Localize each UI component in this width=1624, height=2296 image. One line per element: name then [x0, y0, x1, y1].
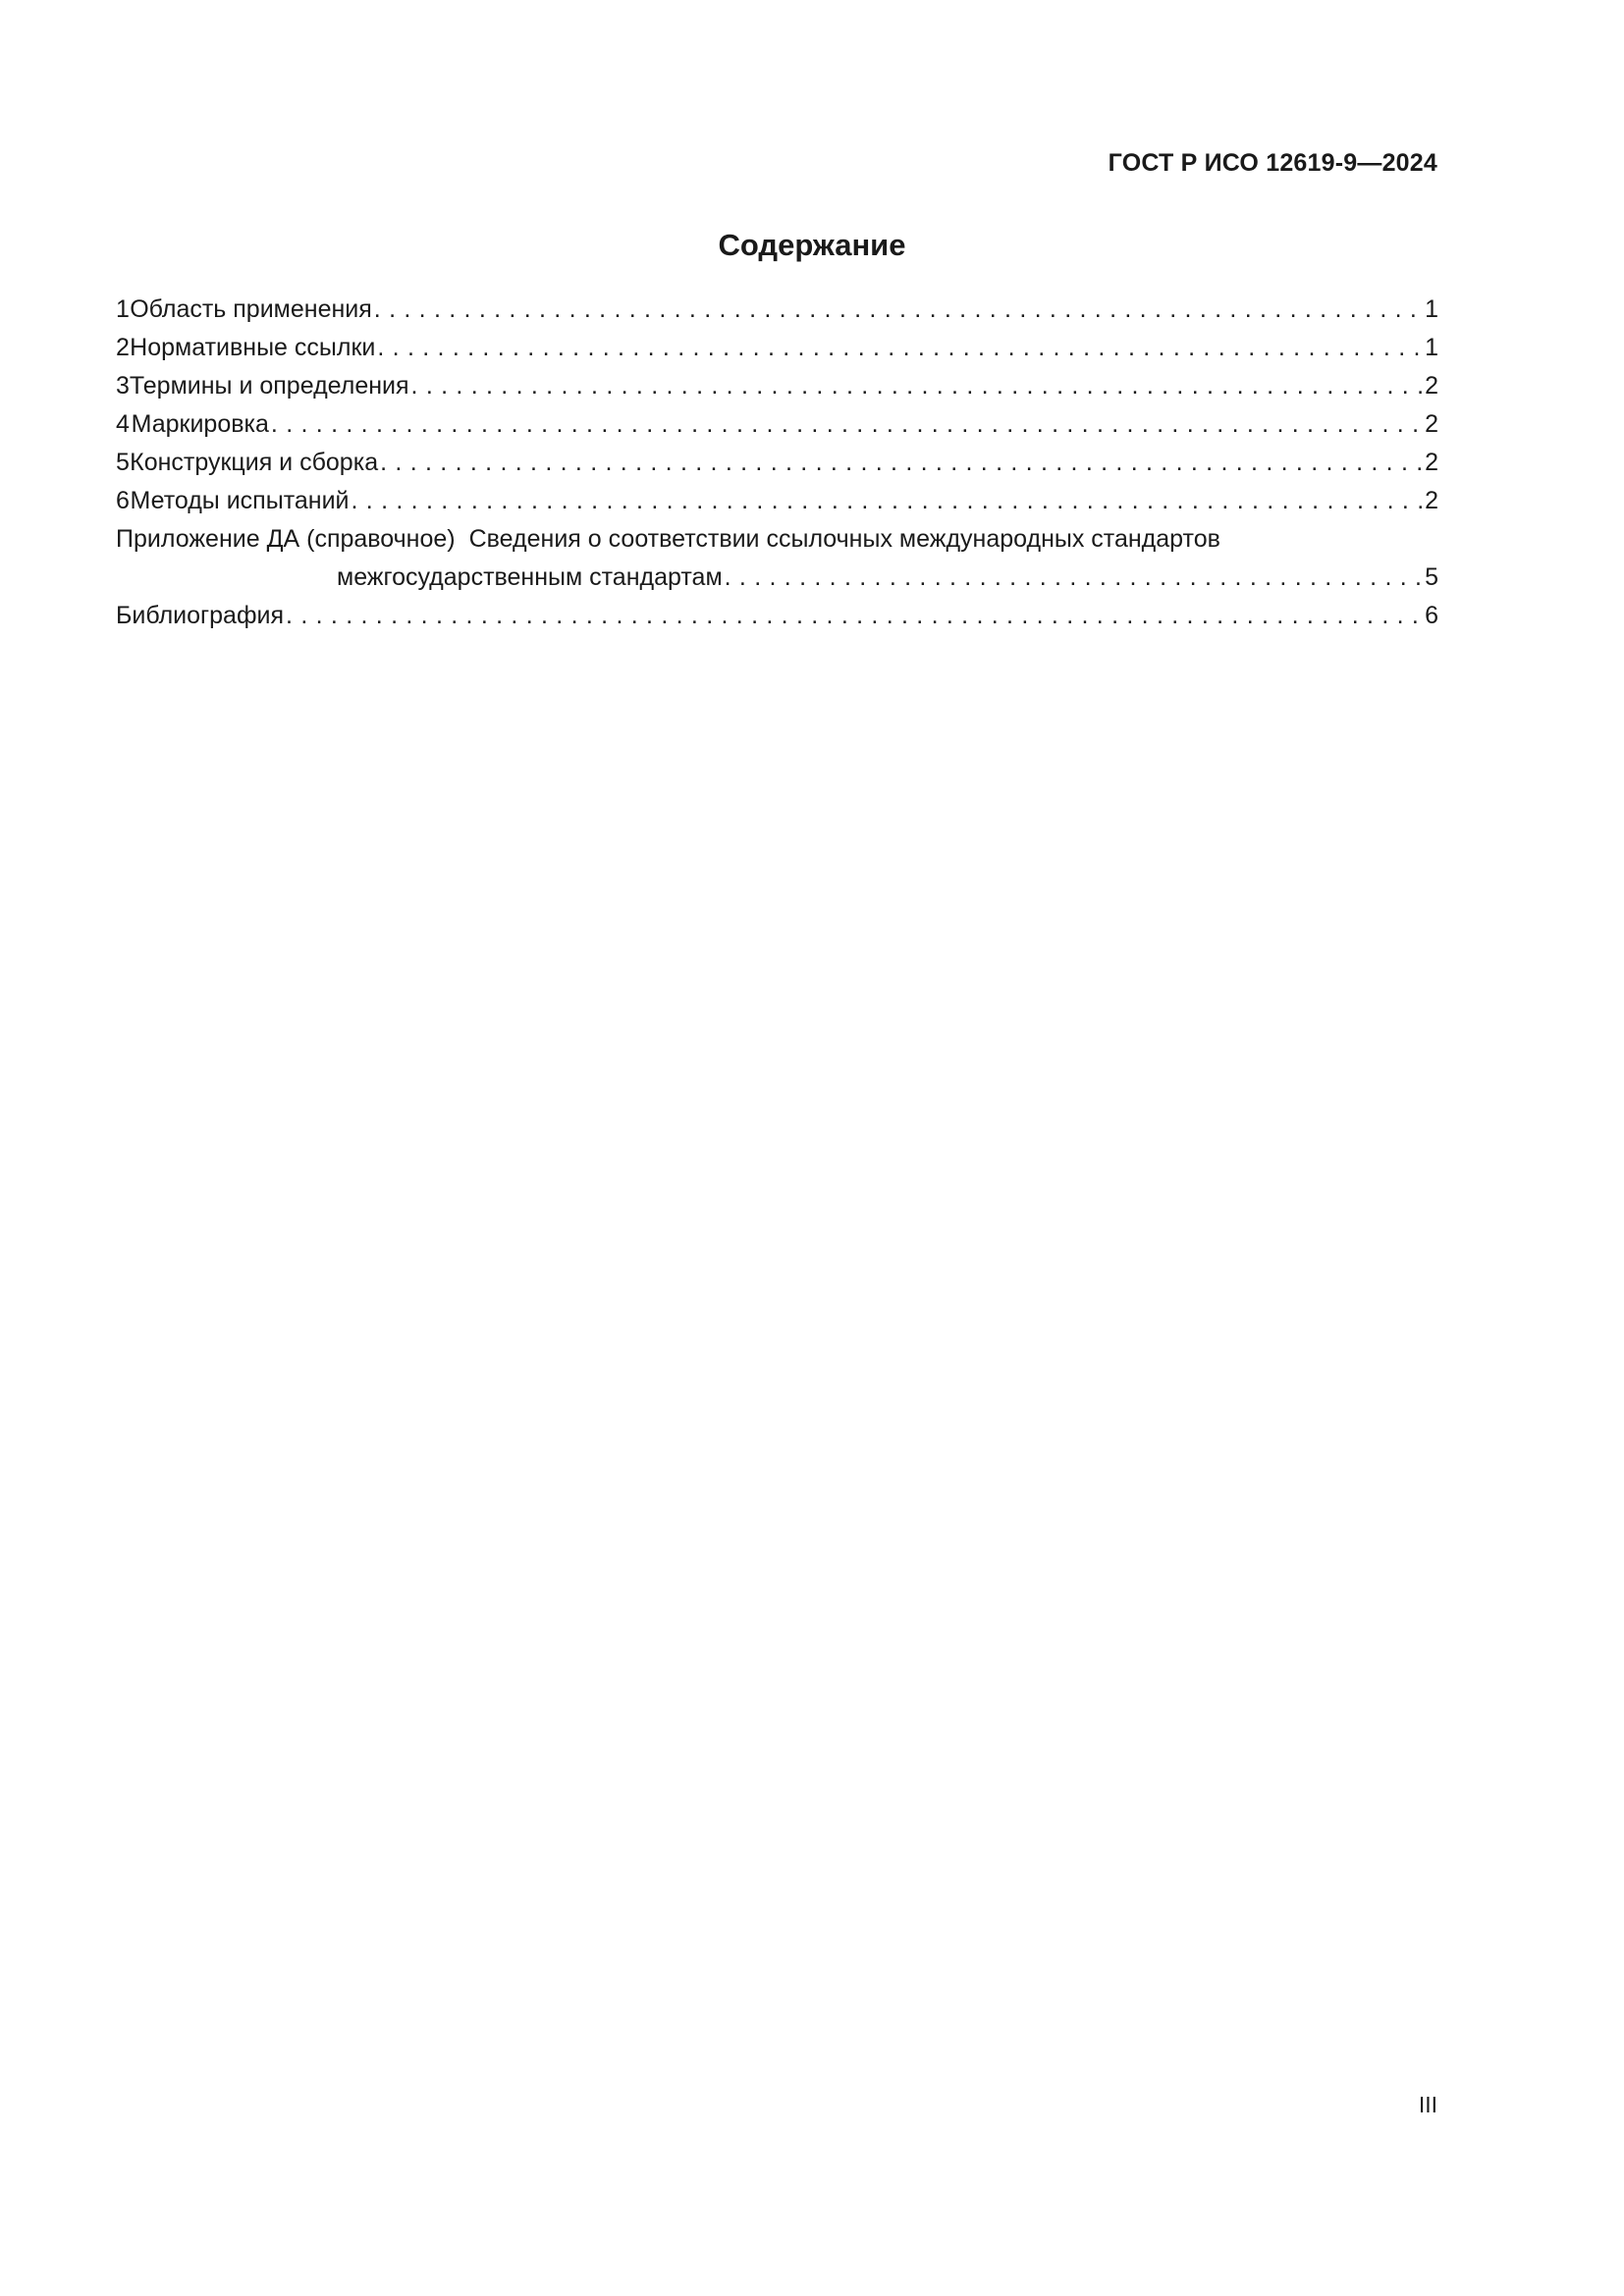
toc-entry-number: 3 [116, 372, 130, 400]
toc-entry-number: 1 [116, 295, 130, 323]
table-of-contents [116, 291, 1438, 635]
toc-leader-dots [286, 597, 1423, 635]
toc-entry-page: 1 [1425, 295, 1438, 323]
toc-leader-dots [411, 367, 1424, 405]
toc-entry-page: 2 [1425, 372, 1438, 400]
page-number: III [1418, 2092, 1437, 2117]
toc-entry-bibliography[interactable] [116, 597, 1438, 635]
toc-entry-label: Нормативные ссылки [130, 334, 376, 361]
toc-entry-label: Область применения [130, 295, 372, 323]
appendix-title-line2: межгосударственным стандартам [337, 563, 723, 591]
toc-leader-dots [380, 444, 1423, 482]
document-code: ГОСТ Р ИСО 12619-9—2024 [1108, 149, 1437, 177]
toc-leader-dots [377, 329, 1423, 367]
appendix-prefix: Приложение ДА (справочное) [116, 525, 456, 553]
toc-entry-label: Библиография [116, 602, 285, 629]
toc-entry-number: 6 [116, 487, 130, 514]
toc-entry-label: Методы испытаний [130, 487, 350, 514]
toc-entry-label: Термины и определения [129, 372, 409, 400]
toc-entry-2[interactable] [116, 329, 1438, 367]
toc-entry-3[interactable] [116, 367, 1438, 405]
toc-entry-6[interactable] [116, 482, 1438, 520]
toc-entry-1[interactable] [116, 291, 1438, 329]
toc-entry-number: 2 [116, 334, 130, 361]
toc-entry-page: 2 [1425, 487, 1438, 514]
toc-entry-number: 4 [116, 410, 130, 438]
toc-leader-dots [271, 405, 1423, 444]
appendix-title-line1: Сведения о соответствии ссылочных международных стандартов [468, 525, 1220, 553]
toc-entry-page: 2 [1425, 410, 1438, 438]
toc-entry-page: 6 [1425, 602, 1438, 629]
toc-entry-5[interactable] [116, 444, 1438, 482]
toc-entry-label: Маркировка [131, 410, 269, 438]
toc-entry-4[interactable] [116, 405, 1438, 444]
toc-entry-appendix[interactable] [116, 520, 1438, 597]
toc-entry-page: 1 [1425, 334, 1438, 361]
toc-leader-dots [352, 482, 1424, 520]
toc-entry-page: 5 [1425, 563, 1438, 591]
toc-entry-label: Конструкция и сборка [130, 449, 379, 476]
toc-leader-dots [374, 291, 1423, 329]
toc-leader-dots [725, 559, 1423, 597]
toc-entry-page: 2 [1425, 449, 1438, 476]
toc-entry-number: 5 [116, 449, 130, 476]
toc-title: Содержание [718, 228, 906, 262]
